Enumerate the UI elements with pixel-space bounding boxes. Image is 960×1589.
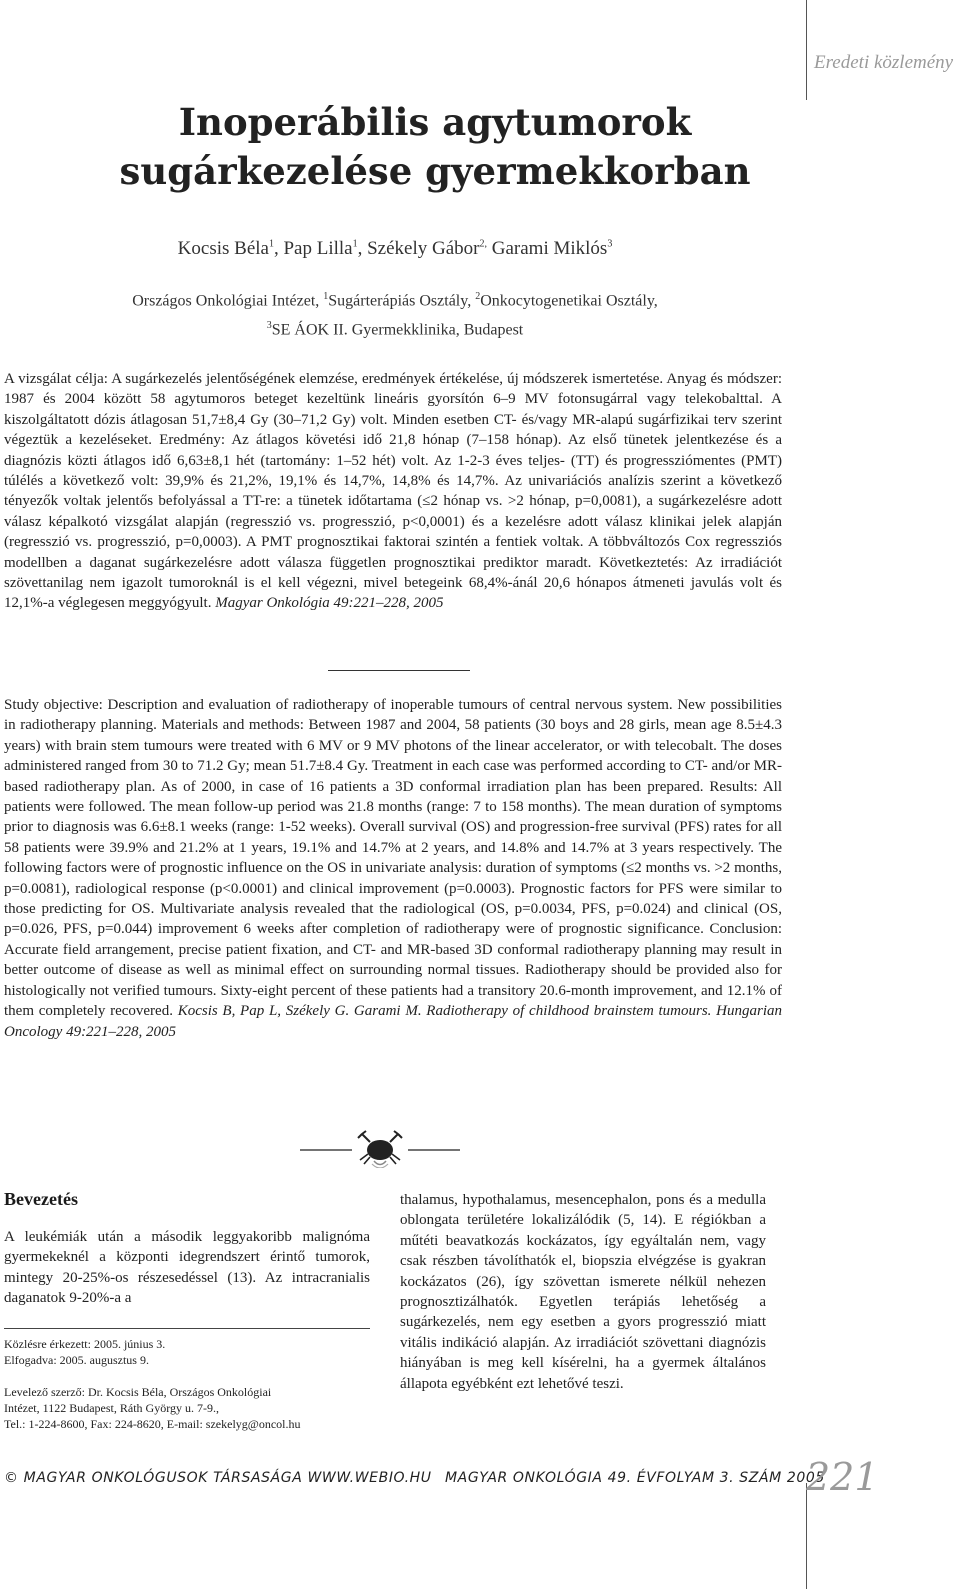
- affiliation: [0, 284, 790, 343]
- affiliation-text: Országos Onkológiai Intézet,: [132, 292, 324, 310]
- corresponding-line: Tel.: 1-224-8600, Fax: 224-8620, E-mail: szekelyg@oncol.hu: [4, 1417, 301, 1431]
- affiliation-text: SE ÁOK II. Gyermekklinika, Budapest: [271, 321, 524, 339]
- intro-left-column: A leukémiák után a második leggyakoribb malignóma gyermekeknél a központi idegrendszert érintő tumorok, mintegy 20-25%-os részesedéssel (13). Az intracranialis daganatok 9-20%-a a: [4, 1229, 370, 1307]
- author-name: Garami Miklós: [491, 238, 608, 259]
- author-affil: 3: [607, 238, 613, 250]
- page-number: 221: [806, 1455, 879, 1499]
- corresponding-line: Levelező szerző: Dr. Kocsis Béla, Országos Onkológiai: [4, 1385, 272, 1399]
- author-affil: 1: [268, 238, 274, 250]
- author-sep: ,: [273, 238, 284, 259]
- affiliation-sup: 1: [323, 291, 329, 302]
- affiliation-text: Onkocytogenetikai Osztály,: [480, 292, 658, 310]
- article-title: Inoperábilis agytumorok sugárkezelése gyermekkorban: [119, 100, 751, 193]
- margin-rule-top: [806, 0, 807, 100]
- author-name: Pap Lilla: [283, 238, 353, 259]
- affiliation-text: Sugárterápiás Osztály,: [328, 292, 476, 310]
- section-label: Eredeti közlemény: [814, 52, 954, 73]
- abstract-en-body: Study objective: Description and evaluation of radiotherapy of inoperable tumours of central nervous system. New possibilities in radiotherapy planning. Materials and methods: Between 1987 and 2004, 58 patients (30 boys and 28 girls, mean age 8.5±4.3 years) with brain stem tumours were treated with 6 MV or 9 MV photons of the linear accelerator, or with telecobalt. The doses administered ranged from 30 to 71.2 Gy; mean 51.7±8.4 Gy. Treatment in each case was performed according to CT- and/or MR-based radiotherapy plan. As of 2000, in case of 16 patients a 3D conformal irradiation plan has been prepared. Results: All patients were followed. The mean follow-up period was 21.8 months (range: 7 to 158 months). The mean duration of symptoms prior to diagnosis was 6.6±8.1 weeks (range: 1-52 weeks). Overall survival (OS) and progression-free survival (PFS) rates for all 58 patients were 39.9% and 21.2% at 1 years, 19.1% and 14.7% at 2 years, and 14.8% and 14.7% at 3 years respectively. The following factors were of prognostic influence on the OS in univariate analysis: duration of symptoms (≤2 months vs. >2 months, p=0.0081), radiological response (p<0.0001) and clinical improvement (p=0.0003). Prognostic factors for PFS were similar to those predicting for OS. Multivariate analysis revealed that the radiological (OS, p=0.0034, PFS, p=0.024) and clinical (OS, p=0.026, PFS, p=0.044) improvement 6 weeks after completion of radiotherapy were of prognostic significance. Conclusion: Accurate field arrangement, precise patient fixation, and CT- and MR-based 3D conformal radiotherapy planning may result in better outcome of disease as well as minimal effect on surrounding normal tissues. Radiotherapy should be provided also for histologically not verified tumours. Sixty-eight percent of these patients had a transitory 20.6-month improvement, and 12.1% of them completely recovered.: [4, 697, 782, 1020]
- author-name: Székely Gábor: [367, 238, 480, 259]
- accepted-date: Elfogadva: 2005. augusztus 9.: [4, 1353, 149, 1367]
- corresponding-line: Intézet, 1122 Budapest, Ráth György u. 7-9.,: [4, 1401, 219, 1415]
- author-sep: ,: [357, 238, 368, 259]
- footer-journal: MAGYAR ONKOLÓGIA 49. ÉVFOLYAM 3. SZÁM 2005: [445, 1470, 825, 1486]
- abstract-hu-citation: Magyar Onkológia 49:221–228, 2005: [215, 595, 444, 612]
- footer-publisher: © MAGYAR ONKOLÓGUSOK TÁRSASÁGA WWW.WEBIO.HU: [4, 1470, 432, 1486]
- abstract-hu-body: A vizsgálat célja: A sugárkezelés jelentőségének elemzése, eredmények értékelése, új módszerek ismertetése. Anyag és módszer: 1987 és 2004 között 58 agytumoros beteget kezeltünk lineáris gyorsítón 6–9 MV fotonsugárral vagy telekobalttal. A kiszolgáltatott dózis átlagosan 51,7±8,4 Gy (30–71,2 Gy) volt. Minden esetben CT- és/vagy MR-alapú sugárfizikai terv szerint végeztük a kezeléseket. Eredmény: Az átlagos követési idő 21,8 hónap (7–158 hónap). Az első tünetek jelentkezése és a diagnózis közti átlagos idő 6,63±8,1 hét (tartomány: 1–52 hét) volt. Az 1-2-3 éves teljes- (TT) és progressziómentes (PMT) túlélés a következő volt: 39,9% és 21,2%, 19,1% és 14,7%, 14,8% és 14,7%. Az univariációs analízis szerint a következő tényezők voltak jelentős befolyással a TT-re: a tünetek időtartama (≤2 hónap vs. >2 hónap, p=0,0081), a sugárkezelésre adott válasz képalkotó vizsgálat alapján (regresszió vs. progresszió, p<0,0001) és a kezelésre adott válasz klinikai jelek alapján (regresszió vs. progresszió, p=0,0003). A PMT prognosztikai faktorai szintén a fentiek voltak. A többváltozós Cox regressziós modellben a daganat sugárkezelésre adott válasza független prognosztikai prediktor maradt. Következtetés: Az irradiációt szövettanilag nem igazolt tumoroknál is el kell végezni, mivel betegeink 68,4%-ánál 20,6 hónapos átmeneti javulás volt és 12,1%-a véglegesen meggyógyult.: [4, 371, 782, 612]
- affiliation-sup: 2: [475, 291, 481, 302]
- crab-icon: [300, 1128, 460, 1168]
- author-affil: 2,: [479, 238, 487, 250]
- intro-right-column: thalamus, hypothalamus, mesencephalon, pons és a medulla oblongata területére lokalizálódik (5, 14). E régiókban a műtéti beavatkozás kockázatos, így egyáltalán nem, vagy csak részben távolíthatók el, biopszia elvégzése is gyakran kockázatos (26), így szövettan ismerete nélkül nehezen prognosztizálhatók. Egyetlen terápiás lehetőség a sugárkezelés, nem egy esetben a gyors progresszió miatt vitális indikáció alapján. Az irradiációt szövettani diagnózis hiányában is meg kell kísérelni, ha a gyermek általános állapota egyébként ezt lehetővé teszi.: [400, 1192, 766, 1392]
- received-date: Közlésre érkezett: 2005. június 3.: [4, 1337, 166, 1351]
- abstract-hungarian: [4, 369, 782, 614]
- section-heading: Bevezetés: [4, 1189, 78, 1209]
- abstract-english: [4, 695, 782, 1042]
- author-list: [0, 238, 790, 260]
- footnote-rule: [4, 1328, 370, 1329]
- author-name: Kocsis Béla: [177, 238, 269, 259]
- author-affil: 1: [352, 238, 358, 250]
- corresponding-author: [4, 1384, 370, 1432]
- abstract-en-citation: Kocsis B, Pap L, Székely G. Garami M. Radiotherapy of childhood brainstem tumours. Hungarian Oncology 49:221–228, 2005: [4, 1003, 782, 1040]
- affiliation-sup: 3: [266, 320, 272, 332]
- abstract-separator: [328, 670, 470, 671]
